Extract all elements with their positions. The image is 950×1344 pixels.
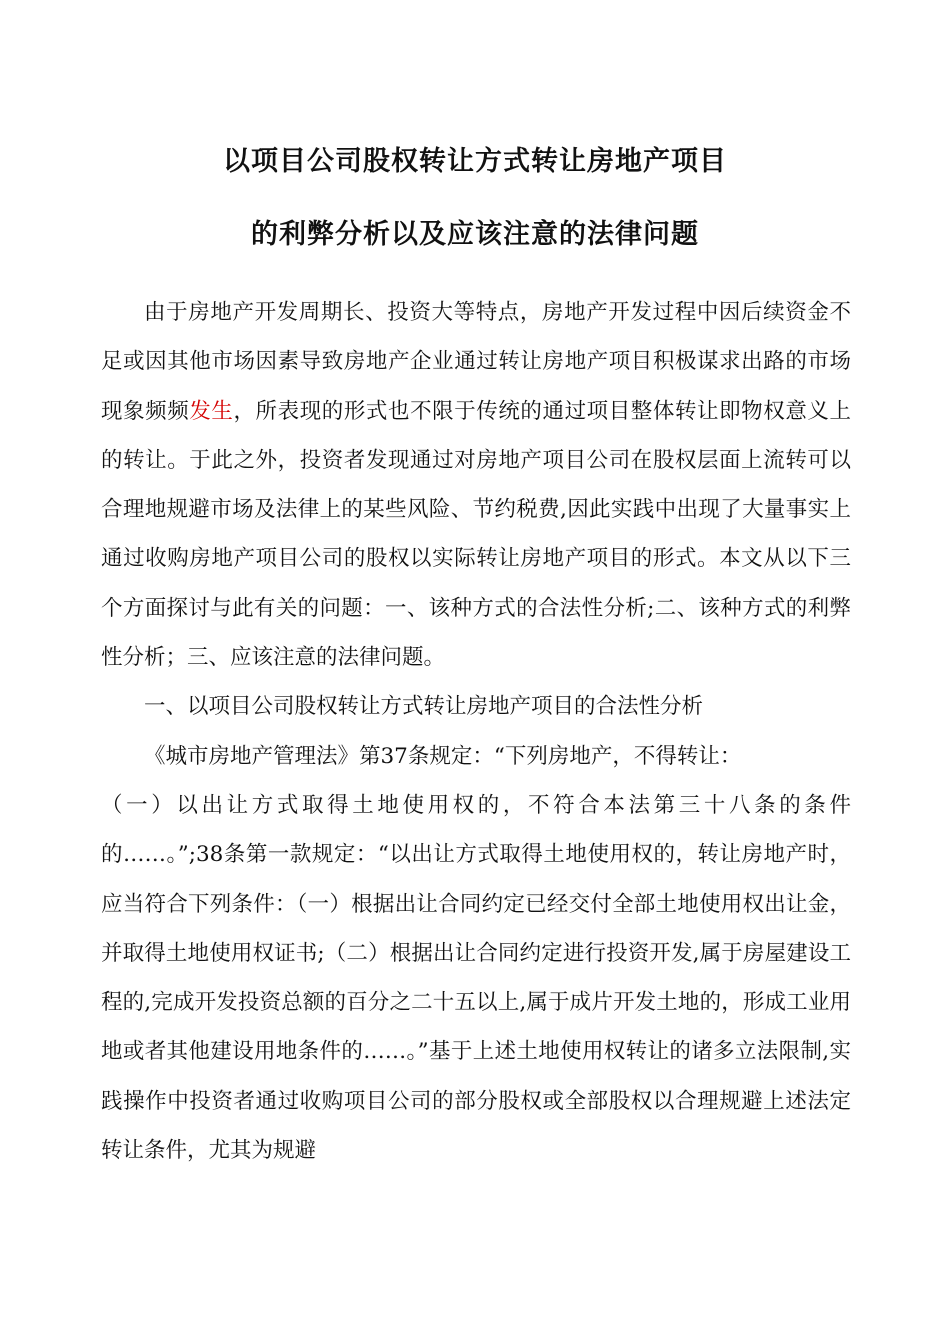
document-body <box>101 288 851 1175</box>
document-title-line-2: 的利弊分析以及应该注意的法律问题 <box>251 219 699 250</box>
section-1-heading: 一、以项目公司股权转让方式转让房地产项目的合法性分析 <box>144 694 704 720</box>
document-title-line-1: 以项目公司股权转让方式转让房地产项目 <box>223 146 727 177</box>
paragraph-law-article-38: （一）以出让方式取得土地使用权的，不符合本法第三十八条的条件的……。”;38条第一款规定：“以出让方式取得土地使用权的，转让房地产时，应当符合下列条件：（一）根据出让合同约定已经交付全部土地使用权出让金，并取得土地使用权证书;（二）根据出让合同约定进行投资开发,属于房屋建设工程的,完成开发投资总额的百分之二十五以上,属于成片开发土地的，形成工业用地或者其他建设用地条件的……。”基于上述土地使用权转让的诸多立法限制,实践操作中投资者通过收购项目公司的部分股权或全部股权以合理规避上述法定转让条件，尤其为规避 <box>101 792 851 1164</box>
highlighted-word: 发生 <box>189 398 234 424</box>
paragraph-intro-part-1: 由于房地产开发周期长、投资大等特点，房地产开发过程中因后续资金不足或因其他市场因素导致房地产企业通过转让房地产项目积极谋求出路的市场现象频频 <box>101 300 851 424</box>
paragraph-intro <box>101 288 851 682</box>
paragraph-intro-part-2: ，所表现的形式也不限于传统的通过项目整体转让即物权意义上的转让。于此之外，投资者发现通过对房地产项目公司在股权层面上流转可以合理地规避市场及法律上的某些风险、节约税费,因此实践中出现了大量事实上通过收购房地产项目公司的股权以实际转让房地产项目的形式。本文从以下三个方面探讨与此有关的问题：一、该种方式的合法性分析;二、该种方式的利弊性分析；三、应该注意的法律问题。 <box>101 398 851 671</box>
paragraph-law-article-37: 《城市房地产管理法》第37条规定：“下列房地产，不得转让： <box>144 743 742 769</box>
